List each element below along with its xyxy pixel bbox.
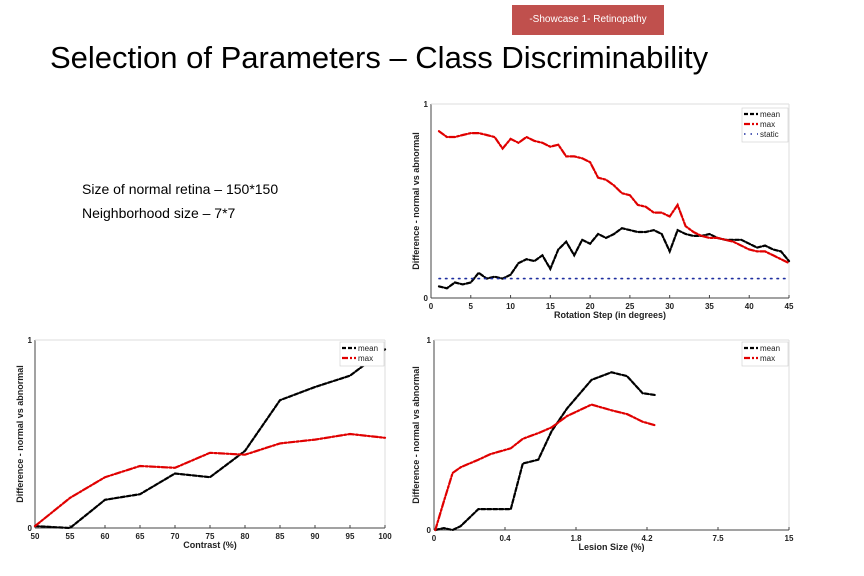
chart2-x-tick-label: 95 — [345, 532, 355, 541]
chart3-x-axis-label: Lesion Size (%) — [578, 542, 645, 552]
chart2-x-tick-label: 50 — [30, 532, 40, 541]
chart3-x-tick-label: 0 — [431, 534, 437, 543]
chart2-x-tick-label: 75 — [205, 532, 215, 541]
chart1-y-tick-label: 0 — [423, 294, 428, 303]
chart3-series-max-line — [435, 405, 656, 530]
chart1-x-tick-label: 20 — [585, 302, 595, 311]
chart2-x-tick-label: 100 — [378, 532, 392, 541]
chart2-legend-label-max: max — [358, 354, 374, 363]
chart3-y-tick-label: 0 — [426, 526, 431, 535]
chart1-y-tick-label: 1 — [423, 100, 428, 109]
chart3-x-tick-label: 1.8 — [570, 534, 582, 543]
chart2-legend-label-mean: mean — [358, 344, 379, 353]
chart1-x-tick-label: 40 — [744, 302, 754, 311]
chart1-x-tick-label: 5 — [468, 302, 474, 311]
chart2-x-tick-label: 65 — [135, 532, 145, 541]
chart2-x-axis-label: Contrast (%) — [183, 540, 237, 550]
chart2-x-tick-label: 70 — [170, 532, 180, 541]
showcase-badge-text: -Showcase 1- Retinopathy — [529, 14, 647, 25]
chart1-legend-label-static: static — [760, 130, 779, 139]
chart3-y-tick-label: 1 — [426, 336, 431, 345]
chart1-x-tick-label: 30 — [665, 302, 675, 311]
chart1-x-tick-label: 10 — [506, 302, 516, 311]
chart1-x-tick-label: 45 — [784, 302, 794, 311]
chart1-legend-label-mean: mean — [760, 110, 781, 119]
chart2-y-tick-label: 0 — [27, 524, 32, 533]
chart3-legend-label-max: max — [760, 354, 776, 363]
chart1-x-tick-label: 35 — [704, 302, 714, 311]
chart2-x-tick-label: 55 — [65, 532, 75, 541]
note-retina-size: Size of normal retina – 150*150 — [82, 181, 279, 197]
chart1-x-tick-label: 25 — [625, 302, 635, 311]
chart2-x-tick-label: 60 — [100, 532, 110, 541]
chart3-legend-label-mean: mean — [760, 344, 781, 353]
chart1-x-tick-label: 15 — [545, 302, 555, 311]
note-neighborhood-size: Neighborhood size – 7*7 — [82, 205, 236, 221]
chart1-legend-label-max: max — [760, 120, 776, 129]
chart1-y-axis-label: Difference - normal vs abnormal — [411, 132, 421, 270]
chart1-series-max-line — [439, 131, 789, 263]
chart3-series-mean-line — [435, 372, 656, 530]
chart2-y-tick-label: 1 — [27, 336, 32, 345]
chart2-x-tick-label: 90 — [310, 532, 320, 541]
chart1-x-tick-label: 0 — [428, 302, 434, 311]
chart3-x-tick-label: 4.2 — [641, 534, 653, 543]
chart3-x-tick-label: 15 — [784, 534, 794, 543]
chart3-x-tick-label: 0.4 — [499, 534, 511, 543]
chart2-series-mean-line — [35, 349, 385, 528]
slide-title: Selection of Parameters – Class Discriminability — [50, 40, 709, 75]
chart3-x-tick-label: 7.5 — [712, 534, 724, 543]
chart2-x-tick-label: 85 — [275, 532, 285, 541]
chart2-y-axis-label: Difference - normal vs abnormal — [15, 365, 25, 503]
chart1-x-axis-label: Rotation Step (in degrees) — [553, 310, 667, 320]
chart2-series-max-line — [35, 434, 385, 526]
chart3-y-axis-label: Difference - normal vs abnormal — [411, 366, 421, 504]
chart2-x-tick-label: 80 — [240, 532, 250, 541]
